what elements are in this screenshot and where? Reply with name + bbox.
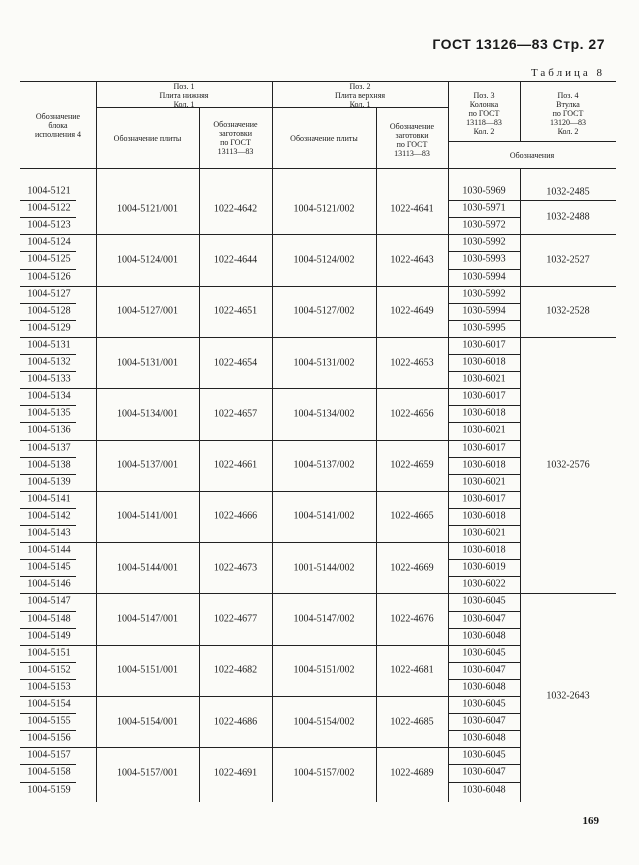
bushing-designation-cell: 1032-2485 [546,186,590,198]
column-designation-cell: 1030-6048 [462,732,506,744]
header-plate-designation-1 [96,134,199,143]
header-block [20,112,96,139]
block-designation-cell: 1004-5154 [27,698,71,710]
block-row-divider [20,200,76,201]
header-pos4-line: Втулка [556,100,580,109]
block-designation-cell: 1004-5145 [27,561,71,573]
plate1-designation-cell: 1004-5157/001 [116,767,179,779]
column-designation-cell: 1030-6021 [462,527,506,539]
column-row-divider [448,200,520,201]
header-pos4 [520,91,616,136]
column-row-divider [448,542,520,543]
column-designation-cell: 1030-6018 [462,510,506,522]
header-pos4-line: по ГОСТ [552,109,584,118]
header-block-line: блока [48,121,68,130]
block-designation-cell: 1004-5159 [27,784,71,795]
blank2-designation-cell: 1022-4669 [390,562,434,574]
plate2-designation-cell: 1004-5141/002 [293,510,355,522]
blank1-designation-cell: 1022-4657 [213,408,258,420]
column-designation-cell: 1030-6047 [462,664,506,676]
page-number: 169 [582,815,599,827]
column-row-divider [448,559,520,560]
bushing-designation-cell: 1032-2527 [546,254,590,266]
column-row-divider [448,251,520,252]
group-block-divider [20,440,96,441]
column-designation-cell: 1030-6045 [462,595,506,607]
plate1-designation-cell: 1004-5131/001 [116,357,179,369]
block-row-divider [20,405,76,406]
column-designation-cell: 1030-6022 [462,578,506,590]
header-plate-designation-text: Обозначение плиты [290,134,358,143]
block-row-divider [20,559,76,560]
group-block-divider [20,542,96,543]
column-row-divider [448,217,520,218]
blank1-designation-cell: 1022-4691 [213,767,258,779]
blank1-designation-cell: 1022-4644 [213,254,258,266]
header-pos3-line: Поз. 3 [473,91,495,100]
column-row-divider [448,474,520,475]
group-block-divider [20,388,96,389]
block-designation-cell: 1004-5149 [27,630,71,642]
blank2-designation-cell: 1022-4676 [390,613,434,625]
header-pos3-line: Кол. 2 [473,127,495,136]
header-pos3-line: по ГОСТ [468,109,500,118]
header-blank-line: по ГОСТ [220,138,251,147]
column-row-divider [448,593,520,594]
block-row-divider [20,713,76,714]
bushing-designation-cell: 1032-2576 [546,459,590,471]
column-row-divider [448,747,520,748]
block-row-divider [20,371,76,372]
block-row-divider [20,764,76,765]
bushing-designation-cell: 1032-2488 [546,211,590,223]
column-row-divider [448,611,520,612]
block-designation-cell: 1004-5139 [27,476,71,488]
column-row-divider [448,405,520,406]
table-title: Таблица 8 [530,67,605,79]
blank2-designation-cell: 1022-4685 [390,716,434,728]
blank1-designation-cell: 1022-4686 [213,716,258,728]
group-divider [96,542,448,543]
blank1-designation-cell: 1022-4661 [213,459,258,471]
group-block-divider [20,747,96,748]
plate2-designation-cell: 1004-5137/002 [293,459,355,471]
blank2-designation-cell: 1022-4649 [390,305,434,317]
block-row-divider [20,662,76,663]
block-row-divider [20,782,76,783]
block-designation-cell: 1004-5127 [27,288,71,300]
header-pos2-line: Кол. 1 [349,100,371,109]
column-row-divider [448,286,520,287]
block-designation-cell: 1004-5136 [27,424,71,436]
column-designation-cell: 1030-6018 [462,407,506,419]
plate1-designation-cell: 1004-5154/001 [116,716,179,728]
column-row-divider [448,440,520,441]
block-designation-cell: 1004-5143 [27,527,71,539]
group-divider [96,491,448,492]
block-designation-cell: 1004-5138 [27,459,71,471]
group-block-divider [20,491,96,492]
column-row-divider [448,645,520,646]
plate1-designation-cell: 1004-5127/001 [116,305,179,317]
header-pos1-line: Кол. 1 [173,100,195,109]
header-pos2 [272,82,448,109]
header-pos1 [96,82,272,109]
column-row-divider [448,782,520,783]
plate2-designation-cell: 1004-5147/002 [293,613,355,625]
group-block-divider [20,234,96,235]
column-row-divider [448,764,520,765]
column-row-divider [448,525,520,526]
block-designation-cell: 1004-5133 [27,373,71,385]
block-row-divider [20,576,76,577]
column-designation-cell: 1030-6045 [462,749,506,761]
header-blank-line: Обозначение [213,120,258,129]
header-designations-text: Обозначения [509,151,555,160]
group-block-divider [20,286,96,287]
plate2-designation-cell: 1004-5131/002 [293,357,355,369]
blank2-designation-cell: 1022-4656 [390,408,434,420]
group-divider [96,337,448,338]
block-designation-cell: 1004-5121 [27,185,71,197]
plate1-designation-cell: 1004-5134/001 [116,408,179,420]
block-designation-cell: 1004-5137 [27,442,71,453]
header-pos3-line: Колонка [469,100,499,109]
column-designation-cell: 1030-6017 [462,390,506,402]
block-designation-cell: 1004-5152 [27,664,71,676]
column-designation-cell: 1030-6017 [462,493,506,505]
column-row-divider [448,730,520,731]
column-row-divider [448,628,520,629]
block-row-divider [20,679,76,680]
column-row-divider [448,337,520,338]
block-designation-cell: 1004-5129 [27,322,71,334]
block-designation-cell: 1004-5124 [27,236,71,248]
column-designation-cell: 1030-6048 [462,784,506,795]
block-row-divider [20,474,76,475]
block-designation-cell: 1004-5125 [27,253,71,265]
column-designation-cell: 1030-6018 [462,356,506,368]
column-designation-cell: 1030-5992 [462,236,506,248]
block-designation-cell: 1004-5135 [27,407,71,419]
block-designation-cell: 1004-5155 [27,715,71,727]
block-designation-cell: 1004-5132 [27,356,71,368]
block-designation-cell: 1004-5144 [27,544,71,556]
block-designation-cell: 1004-5157 [27,749,71,761]
column-row-divider [448,269,520,270]
column-designation-cell: 1030-6047 [462,715,506,727]
plate2-designation-cell: 1004-5151/002 [293,664,355,676]
plate2-designation-cell: 1004-5154/002 [293,716,355,728]
header-bottom-border [20,168,616,169]
block-designation-cell: 1004-5156 [27,732,71,744]
block-row-divider [20,525,76,526]
column-row-divider [448,491,520,492]
header-pos1-line: Поз. 1 [173,82,195,91]
plate1-designation-cell: 1004-5137/001 [116,459,179,471]
group-block-divider [20,337,96,338]
group-block-divider [20,593,96,594]
column-designation-cell: 1030-6048 [462,681,506,693]
blank2-designation-cell: 1022-4653 [390,357,434,369]
column-row-divider [448,354,520,355]
block-designation-cell: 1004-5142 [27,510,71,522]
bushing-divider [520,200,616,201]
block-designation-cell: 1004-5123 [27,219,71,231]
block-row-divider [20,354,76,355]
blank1-designation-cell: 1022-4666 [213,510,258,522]
column-row-divider [448,422,520,423]
column-designation-cell: 1030-6018 [462,544,506,556]
block-designation-cell: 1004-5146 [27,578,71,590]
col-divider-3 [272,81,273,802]
group-divider [96,696,448,697]
header-pos4-line: 13120—83 [550,118,586,127]
column-designation-cell: 1030-6017 [462,442,506,453]
page-header: ГОСТ 13126—83 Стр. 27 [432,36,605,52]
block-row-divider [20,422,76,423]
bushing-divider [520,337,616,338]
group-divider [96,440,448,441]
bushing-designation-cell: 1032-2643 [546,690,590,702]
header-pos34-divider [448,141,616,142]
plate2-designation-cell: 1004-5134/002 [293,408,355,420]
column-row-divider [448,576,520,577]
blank2-designation-cell: 1022-4643 [390,254,434,266]
header-pos2-line: Поз. 2 [349,82,371,91]
block-row-divider [20,457,76,458]
header-blank-designation-2 [376,122,448,158]
column-designation-cell: 1030-6021 [462,373,506,385]
column-designation-cell: 1030-6047 [462,613,506,624]
header-block-line: Обозначение [35,112,81,121]
column-designation-cell: 1030-6047 [462,766,506,778]
header-blank-line: Обозначение [389,122,435,131]
header-pos3 [448,91,520,136]
column-designation-cell: 1030-6045 [462,647,506,659]
column-row-divider [448,320,520,321]
block-row-divider [20,251,76,252]
blank1-designation-cell: 1022-4673 [213,562,258,574]
header-plate-designation-2 [272,134,376,143]
column-row-divider [448,679,520,680]
plate1-designation-cell: 1004-5147/001 [116,613,179,625]
group-divider [96,645,448,646]
bushing-designation-cell: 1032-2528 [546,305,590,317]
column-row-divider [448,234,520,235]
group-divider [96,747,448,748]
column-designation-cell: 1030-6017 [462,339,506,351]
plate1-designation-cell: 1004-5144/001 [116,562,179,574]
blank1-designation-cell: 1022-4677 [213,613,258,625]
column-row-divider [448,662,520,663]
block-designation-cell: 1004-5151 [27,647,71,659]
column-designation-cell: 1030-5994 [462,305,506,317]
plate2-designation-cell: 1004-5121/002 [293,203,355,215]
column-designation-cell: 1030-5992 [462,288,506,300]
column-row-divider [448,508,520,509]
plate2-designation-cell: 1001-5144/002 [293,562,355,574]
blank1-designation-cell: 1022-4654 [213,357,258,369]
group-divider [96,593,448,594]
block-row-divider [20,628,76,629]
block-designation-cell: 1004-5128 [27,305,71,317]
blank2-designation-cell: 1022-4689 [390,767,434,779]
block-designation-cell: 1004-5147 [27,595,71,607]
bushing-divider [520,593,616,594]
column-designation-cell: 1030-6021 [462,476,506,488]
plate1-designation-cell: 1004-5141/001 [116,510,179,522]
plate1-designation-cell: 1004-5124/001 [116,254,179,266]
bushing-divider [520,234,616,235]
block-designation-cell: 1004-5126 [27,271,71,282]
group-block-divider [20,645,96,646]
plate2-designation-cell: 1004-5124/002 [293,254,355,266]
block-designation-cell: 1004-5153 [27,681,71,693]
col-divider-6b [520,168,521,802]
column-designation-cell: 1030-5995 [462,322,506,334]
header-pos4-line: Поз. 4 [557,91,579,100]
header-pos1-line: Плита нижняя [159,91,209,100]
block-row-divider [20,320,76,321]
blank2-designation-cell: 1022-4659 [390,459,434,471]
column-row-divider [448,713,520,714]
block-designation-cell: 1004-5148 [27,613,71,624]
header-pos3-line: 13118—83 [466,118,502,127]
header-designations [448,151,616,160]
plate1-designation-cell: 1004-5151/001 [116,664,179,676]
header-blank-line: 13113—83 [217,147,254,156]
block-row-divider [20,508,76,509]
block-designation-cell: 1004-5131 [27,339,71,351]
header-plate-designation-text: Обозначение плиты [113,134,182,143]
header-blank-line: заготовки [218,129,253,138]
column-designation-cell: 1030-6018 [462,459,506,471]
block-designation-cell: 1004-5122 [27,202,71,214]
column-designation-cell: 1030-6019 [462,561,506,573]
column-row-divider [448,303,520,304]
col-divider-1 [96,81,97,802]
column-designation-cell: 1030-5969 [462,185,506,197]
col-divider-5 [448,81,449,802]
block-row-divider [20,611,76,612]
header-blank-line: 13113—83 [394,149,430,158]
column-row-divider [448,457,520,458]
block-row-divider [20,217,76,218]
blank2-designation-cell: 1022-4665 [390,510,434,522]
header-pos4-line: Кол. 2 [557,127,579,136]
plate1-designation-cell: 1004-5121/001 [116,203,179,215]
block-designation-cell: 1004-5141 [27,493,71,505]
column-designation-cell: 1030-6045 [462,698,506,710]
column-row-divider [448,371,520,372]
block-row-divider [20,730,76,731]
bushing-divider [520,286,616,287]
blank1-designation-cell: 1022-4682 [213,664,258,676]
block-row-divider [20,303,76,304]
blank2-designation-cell: 1022-4641 [390,203,434,215]
column-designation-cell: 1030-6021 [462,424,506,436]
block-designation-cell: 1004-5134 [27,390,71,402]
plate2-designation-cell: 1004-5127/002 [293,305,355,317]
column-designation-cell: 1030-5993 [462,253,506,265]
block-designation-cell: 1004-5158 [27,766,71,778]
column-row-divider [448,696,520,697]
header-blank-line: заготовки [395,131,429,140]
group-divider [96,234,448,235]
group-divider [96,286,448,287]
column-designation-cell: 1030-6048 [462,630,506,642]
blank1-designation-cell: 1022-4642 [213,203,258,215]
block-row-divider [20,269,76,270]
group-divider [96,388,448,389]
column-row-divider [448,388,520,389]
blank2-designation-cell: 1022-4681 [390,664,434,676]
header-pos2-line: Плита верхняя [334,91,386,100]
header-blank-line: по ГОСТ [396,140,428,149]
blank1-designation-cell: 1022-4651 [213,305,258,317]
plate2-designation-cell: 1004-5157/002 [293,767,355,779]
header-blank-designation-1 [199,120,272,156]
column-designation-cell: 1030-5971 [462,202,506,214]
column-designation-cell: 1030-5972 [462,219,506,231]
header-block-line: исполнения 4 [34,130,82,139]
column-designation-cell: 1030-5994 [462,271,506,282]
group-block-divider [20,696,96,697]
